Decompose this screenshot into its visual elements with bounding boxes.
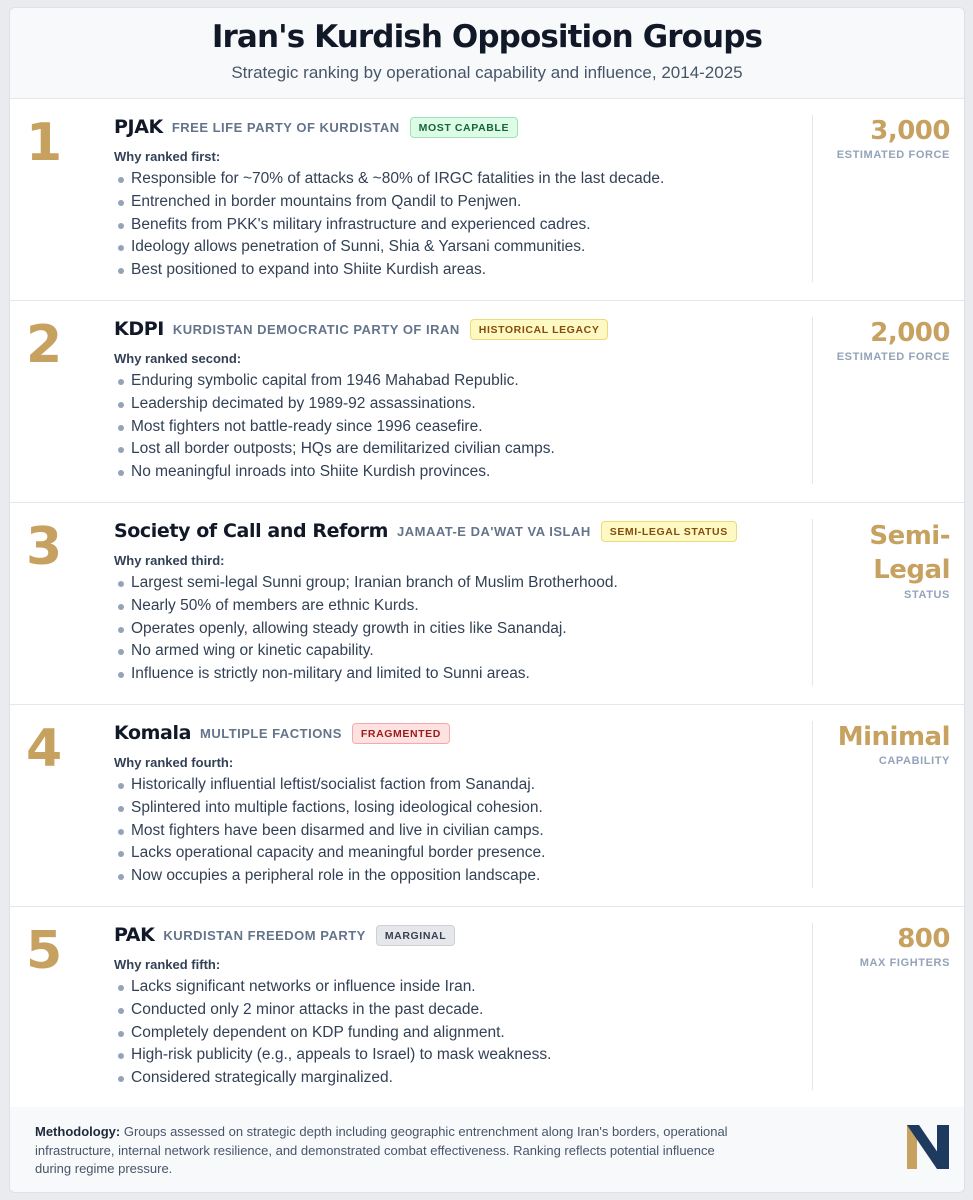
methodology-note: [35, 1123, 735, 1179]
group-body: [114, 519, 804, 686]
list-item: Benefits from PKK's military infrastructure and experienced cadres.: [114, 214, 804, 237]
reason-list: [114, 168, 804, 282]
list-item: Responsible for ~70% of attacks & ~80% of IRGC fatalities in the last decade.: [114, 168, 804, 191]
list-item: Lost all border outposts; HQs are demilitarized civilian camps.: [114, 438, 804, 461]
list-item: Ideology allows penetration of Sunni, Shia & Yarsani communities.: [114, 236, 804, 259]
methodology-footer: [10, 1107, 965, 1193]
list-item: Lacks significant networks or influence inside Iran.: [114, 976, 804, 999]
metric-value: 3,000: [870, 116, 950, 146]
ranking-card: [9, 7, 965, 1193]
list-item: Conducted only 2 minor attacks in the past decade.: [114, 999, 804, 1022]
metric-label: STATUS: [904, 589, 950, 601]
list-item: Influence is strictly non-military and limited to Sunni areas.: [114, 663, 804, 686]
group-headline: [114, 115, 804, 139]
metric-panel: [812, 923, 964, 1090]
group-row-kdpi: [10, 301, 964, 503]
status-badge: SEMI-LEGAL STATUS: [601, 521, 737, 542]
methodology-text: Groups assessed on strategic depth including geographic entrenchment along Iran's borders, operational infrastructure, internal network resilience, and demonstrated combat effectiveness. Ranking reflects potential influence during regime pressure.: [35, 1124, 728, 1176]
list-item: Best positioned to expand into Shiite Kurdish areas.: [114, 259, 804, 282]
reason-list: [114, 976, 804, 1090]
group-row-pjak: [10, 99, 964, 301]
group-headline: [114, 721, 804, 745]
list-item: Completely dependent on KDP funding and alignment.: [114, 1022, 804, 1045]
list-item: Largest semi-legal Sunni group; Iranian branch of Muslim Brotherhood.: [114, 572, 804, 595]
metric-label: CAPABILITY: [878, 755, 950, 767]
n-logo-icon: [907, 1125, 949, 1169]
list-item: Operates openly, allowing steady growth in cities like Sanandaj.: [114, 618, 804, 641]
metric-label: ESTIMATED FORCE: [836, 149, 950, 161]
list-item: Most fighters not battle-ready since 1996 ceasefire.: [114, 416, 804, 439]
list-item: Now occupies a peripheral role in the opposition landscape.: [114, 865, 804, 888]
group-full-name: KURDISTAN FREEDOM PARTY: [163, 927, 366, 943]
metric-panel: [812, 115, 964, 282]
group-body: [114, 923, 804, 1090]
group-headline: [114, 519, 804, 543]
group-row-society-of-call-and-reform: [10, 503, 964, 705]
list-item: Entrenched in border mountains from Qandil to Penjwen.: [114, 191, 804, 214]
metric-value: Minimal: [837, 722, 950, 752]
group-row-pak: [10, 907, 964, 1109]
group-body: [114, 721, 804, 888]
list-item: Historically influential leftist/socialist faction from Sanandaj.: [114, 774, 804, 797]
group-body: [114, 115, 804, 282]
metric-value: 2,000: [870, 318, 950, 348]
list-item: Leadership decimated by 1989-92 assassinations.: [114, 393, 804, 416]
list-item: High-risk publicity (e.g., appeals to Israel) to mask weakness.: [114, 1044, 804, 1067]
why-label: Why ranked second:: [114, 351, 242, 366]
group-full-name: KURDISTAN DEMOCRATIC PARTY OF IRAN: [172, 321, 460, 337]
why-label: Why ranked fifth:: [114, 957, 221, 972]
status-badge: MOST CAPABLE: [410, 117, 518, 138]
list-item: Nearly 50% of members are ethnic Kurds.: [114, 595, 804, 618]
methodology-label: Methodology:: [35, 1124, 121, 1139]
logo-right-stroke: [937, 1125, 949, 1169]
group-row-komala: [10, 705, 964, 907]
metric-panel: [812, 317, 964, 484]
rank-number: 4: [26, 719, 63, 779]
metric-value: 800: [897, 924, 950, 954]
list-item: Splintered into multiple factions, losing ideological cohesion.: [114, 797, 804, 820]
why-label: Why ranked fourth:: [114, 755, 234, 770]
rank-number: 1: [26, 113, 63, 173]
why-label: Why ranked first:: [114, 149, 221, 164]
status-badge: HISTORICAL LEGACY: [470, 319, 609, 340]
group-name: PAK: [114, 924, 155, 946]
status-badge: MARGINAL: [376, 925, 455, 946]
header: [10, 8, 964, 99]
list-item: Considered strategically marginalized.: [114, 1067, 804, 1090]
list-item: No armed wing or kinetic capability.: [114, 640, 804, 663]
metric-panel: [812, 721, 964, 888]
rank-number: 5: [26, 921, 63, 981]
reason-list: [114, 370, 804, 484]
group-body: [114, 317, 804, 484]
list-item: Enduring symbolic capital from 1946 Mahabad Republic.: [114, 370, 804, 393]
list-item: Most fighters have been disarmed and live in civilian camps.: [114, 820, 804, 843]
group-name: KDPI: [114, 318, 164, 340]
page-subtitle: Strategic ranking by operational capability and influence, 2014-2025: [231, 63, 743, 82]
metric-panel: [812, 519, 964, 686]
group-headline: [114, 317, 804, 341]
metric-value-line-1: Semi-: [869, 521, 950, 551]
metric-value-line-2: Legal: [873, 555, 950, 585]
list-item: Lacks operational capacity and meaningful border presence.: [114, 842, 804, 865]
reason-list: [114, 572, 804, 686]
group-headline: [114, 923, 804, 947]
metric-label: MAX FIGHTERS: [859, 957, 950, 969]
group-full-name: MULTIPLE FACTIONS: [200, 725, 342, 741]
rank-number: 2: [26, 315, 63, 375]
status-badge: FRAGMENTED: [352, 723, 450, 744]
why-label: Why ranked third:: [114, 553, 225, 568]
page-title: Iran's Kurdish Opposition Groups: [211, 19, 763, 55]
group-name: Komala: [114, 722, 191, 744]
rank-number: 3: [26, 517, 63, 577]
group-full-name: FREE LIFE PARTY OF KURDISTAN: [171, 119, 400, 135]
group-full-name: JAMAAT-E DA'WAT VA ISLAH: [397, 523, 591, 539]
metric-label: ESTIMATED FORCE: [836, 351, 950, 363]
reason-list: [114, 774, 804, 888]
list-item: No meaningful inroads into Shiite Kurdish provinces.: [114, 461, 804, 484]
group-name: Society of Call and Reform: [114, 520, 388, 542]
group-name: PJAK: [114, 116, 163, 138]
